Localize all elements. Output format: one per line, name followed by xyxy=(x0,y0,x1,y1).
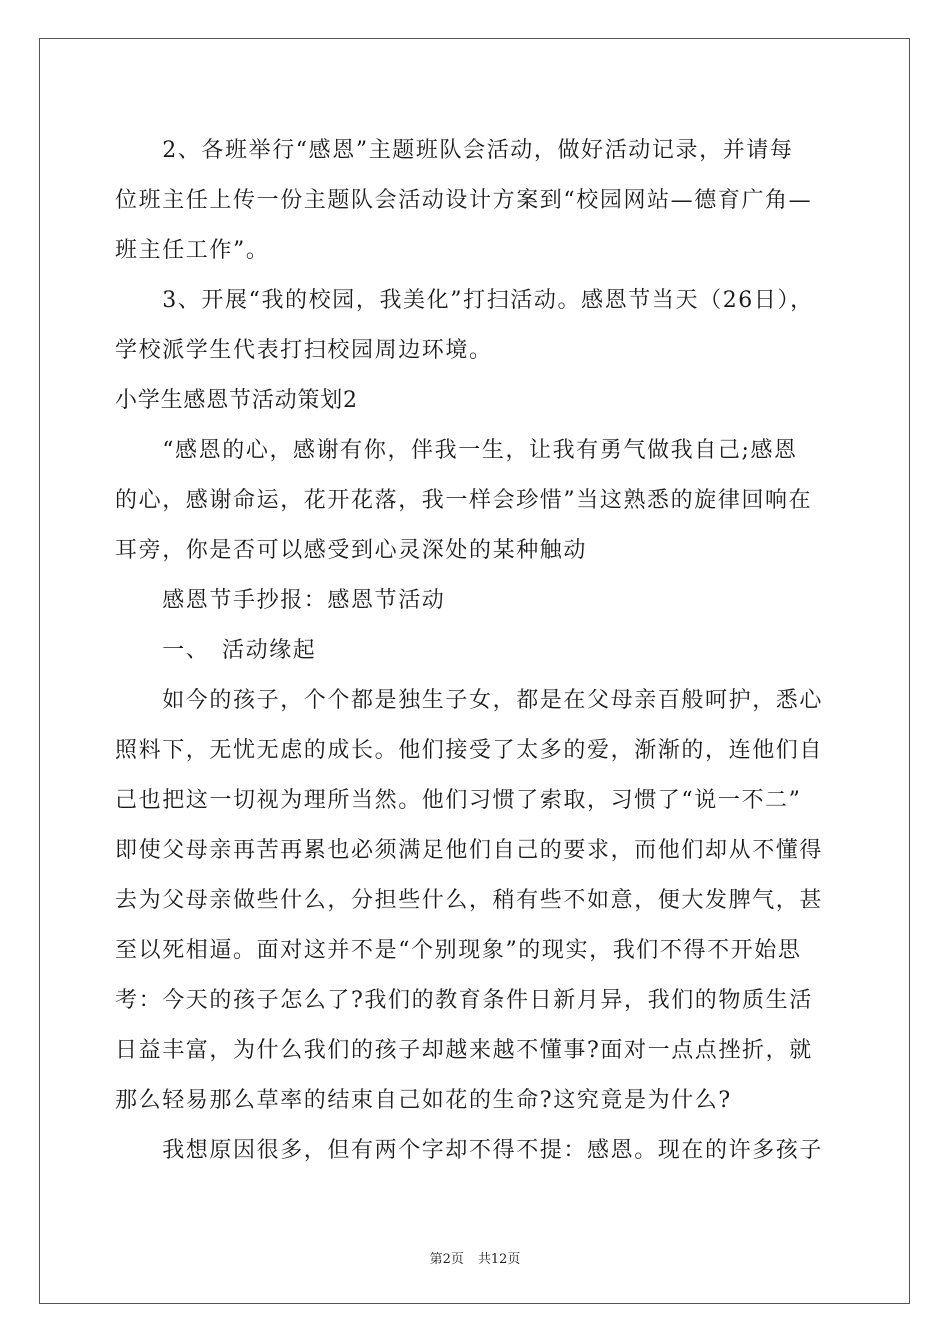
text-line: 3、开展“我的校园，我美化”打扫活动。感恩节当天（26日）， xyxy=(115,288,814,313)
text-line: 的心，感谢命运，花开花落，我一样会珍惜”当这熟悉的旋律回响在 xyxy=(115,488,813,513)
page-total: 共12页 xyxy=(477,1252,521,1267)
text-line: 照料下，无忧无虑的成长。他们接受了太多的爱，渐渐的，连他们自 xyxy=(115,738,824,763)
text-line: 己也把这一切视为理所当然。他们习惯了索取，习惯了“说一不二” xyxy=(115,788,802,813)
text-line: 感恩节手抄报：感恩节活动 xyxy=(115,588,446,613)
text-line: 耳旁，你是否可以感受到心灵深处的某种触动 xyxy=(115,538,588,563)
text-line: 位班主任上传一份主题队会活动设计方案到“校园网站—德育广角— xyxy=(115,188,813,213)
page-footer xyxy=(0,1248,950,1267)
document-body xyxy=(115,126,835,1176)
text-line: 2、各班举行“感恩”主题班队会活动，做好活动记录，并请每 xyxy=(115,138,794,163)
text-line: 至以死相逼。面对这并不是“个别现象”的现实，我们不得不开始思 xyxy=(115,938,802,963)
text-line: “感恩的心，感谢有你，伴我一生，让我有勇气做我自己;感恩 xyxy=(115,438,798,463)
text-line: 去为父母亲做些什么，分担些什么，稍有些不如意，便大发脾气，甚 xyxy=(115,888,824,913)
text-line: 班主任工作”。 xyxy=(115,238,270,263)
text-line: 那么轻易那么草率的结束自己如花的生命?这究竟是为什么? xyxy=(115,1088,732,1113)
page-number: 第2页 xyxy=(429,1252,464,1267)
text-line: 即使父母亲再苦再累也必须满足他们自己的要求，而他们却从不懂得 xyxy=(115,838,824,863)
text-line: 日益丰富，为什么我们的孩子却越来越不懂事?面对一点点挫折，就 xyxy=(115,1038,813,1063)
section-heading: 小学生感恩节活动策划2 xyxy=(115,388,358,413)
text-line: 学校派学生代表打扫校园周边环境。 xyxy=(115,338,493,363)
text-line: 一、 活动缘起 xyxy=(115,638,317,663)
text-line: 考：今天的孩子怎么了?我们的教育条件日新月异，我们的物质生活 xyxy=(115,988,813,1013)
text-line: 我想原因很多，但有两个字却不得不提：感恩。现在的许多孩子 xyxy=(115,1138,824,1163)
text-line: 如今的孩子，个个都是独生子女，都是在父母亲百般呵护，悉心 xyxy=(115,688,824,713)
